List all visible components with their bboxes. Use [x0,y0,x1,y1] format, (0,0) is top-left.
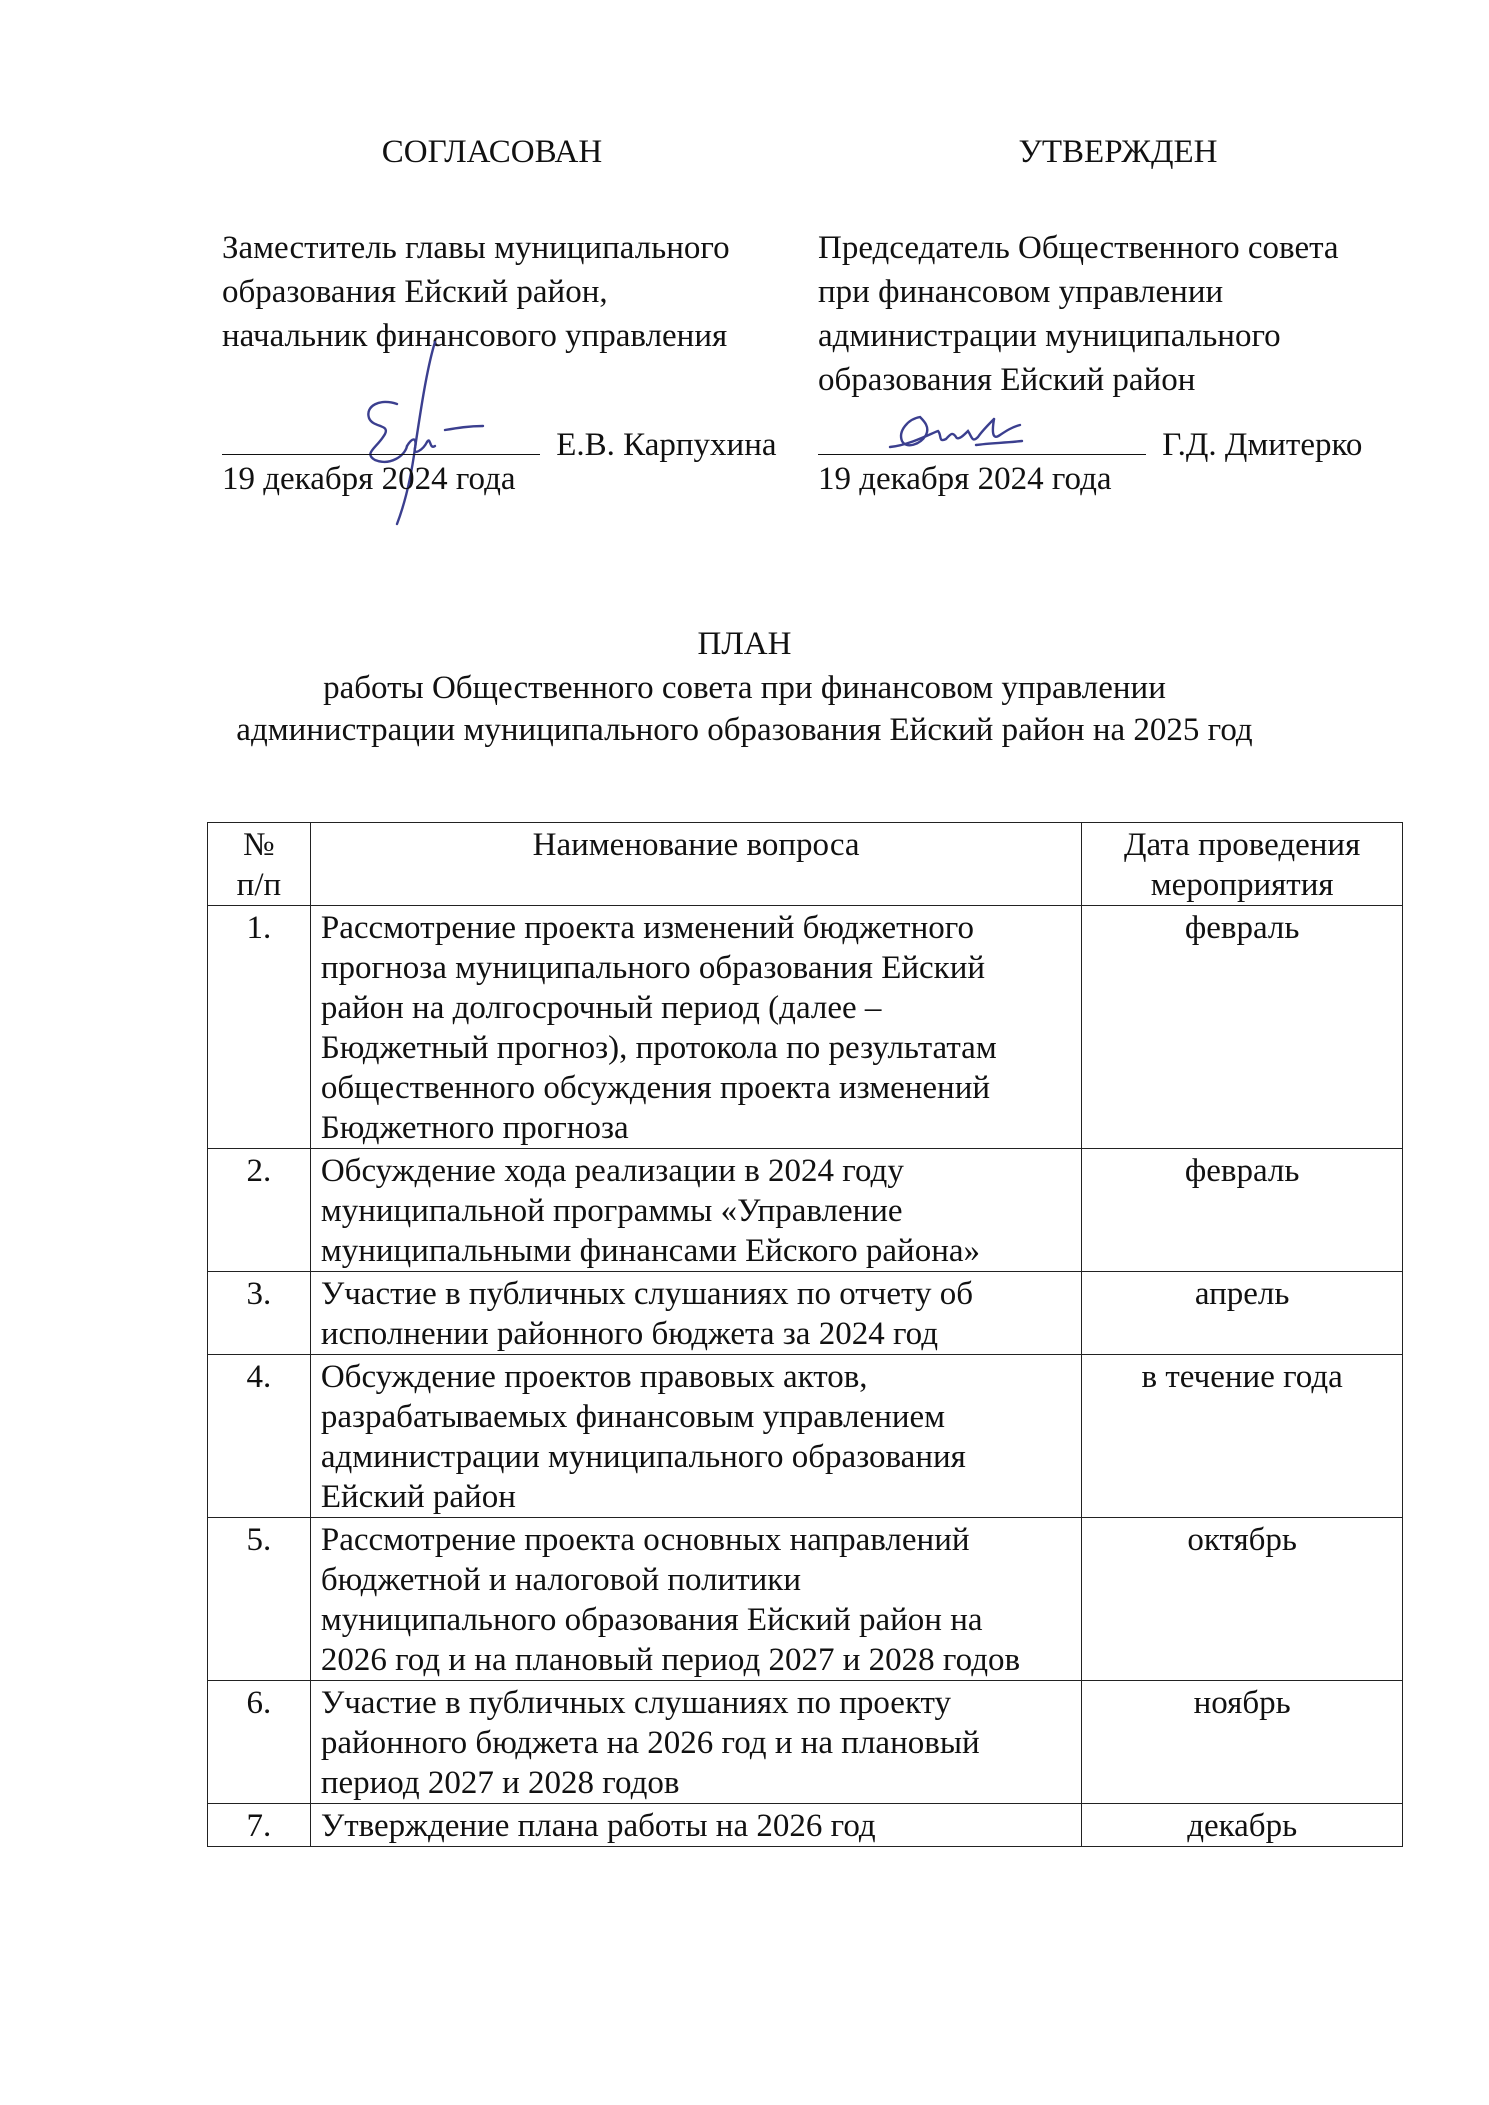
row-name [310,1149,1082,1272]
role-line: администрации муниципального [818,318,1281,354]
approval-date-agreed: 19 декабря 2024 года [222,461,516,497]
row-name-line: муниципальной программы «Управление [320,1193,903,1229]
row-num: 1. [208,906,311,1149]
row-num: 3. [208,1272,311,1355]
table-row [208,1272,1403,1355]
row-num: 4. [208,1355,311,1518]
table-row [208,906,1403,1149]
row-name [310,1518,1082,1681]
role-line: Заместитель главы муниципального [222,230,730,266]
row-num: 5. [208,1518,311,1681]
table-row [208,1518,1403,1681]
row-name-line: муниципальными финансами Ейского района» [320,1233,981,1269]
row-name-line: 2026 год и на плановый период 2027 и 2028 годов [320,1642,1021,1678]
approver-role-agreed [222,226,782,358]
header-name: Наименование вопроса [310,823,1082,906]
row-name-line: Бюджетный прогноз), протокола по результатам [320,1030,997,1066]
role-line: образования Ейский район [818,362,1196,398]
row-name-line: Рассмотрение проекта изменений бюджетного [320,910,974,946]
plan-subtitle-line: работы Общественного совета при финансовом управлении [323,670,1166,706]
row-date: февраль [1082,906,1403,1149]
role-line: Председатель Общественного совета [818,230,1339,266]
row-name-line: прогноза муниципального образования Ейский [320,950,986,986]
header-date [1082,823,1403,906]
header-date-line: Дата проведения [1124,827,1361,863]
row-name-line: общественного обсуждения проекта изменений [320,1070,991,1106]
approval-block-approved [818,130,1378,402]
role-line: образования Ейский район, [222,274,608,310]
role-line: начальник финансового управления [222,318,728,354]
table-row [208,1355,1403,1518]
approver-name-approved: Г.Д. Дмитерко [1162,427,1363,463]
row-name-line: разрабатываемых финансовым управлением [320,1399,946,1435]
signature-line-agreed [222,418,777,464]
row-name-line: Утверждение плана работы на 2026 год [320,1808,876,1844]
signature-line-approved [818,418,1362,464]
table-header-row [208,823,1403,906]
approval-date-approved: 19 декабря 2024 года [818,461,1112,497]
row-name-line: Ейский район [320,1479,516,1515]
row-name [310,906,1082,1149]
row-name-line: район на долгосрочный период (далее – [320,990,882,1026]
table-row [208,1681,1403,1804]
plan-title: ПЛАН [697,626,792,662]
row-name [310,1272,1082,1355]
row-date: ноябрь [1082,1681,1403,1804]
row-date: февраль [1082,1149,1403,1272]
row-name-line: бюджетной и налоговой политики [320,1562,801,1598]
row-date: в течение года [1082,1355,1403,1518]
row-date: декабрь [1082,1804,1403,1847]
header-num-line: № [243,827,275,863]
header-date-line: мероприятия [1150,867,1334,903]
header-num-line: п/п [236,867,282,903]
row-name-line: Рассмотрение проекта основных направлений [320,1522,970,1558]
row-name-line: администрации муниципального образования [320,1439,966,1475]
plan-subtitle-line: администрации муниципального образования Ейский район на 2025 год [236,712,1253,748]
row-name-line: период 2027 и 2028 годов [320,1765,680,1801]
approver-role-approved [818,226,1378,402]
row-num: 7. [208,1804,311,1847]
table-row [208,1804,1403,1847]
approval-block-agreed [222,130,782,358]
row-num: 2. [208,1149,311,1272]
row-name [310,1804,1082,1847]
row-name-line: Обсуждение проектов правовых актов, [320,1359,868,1395]
row-name-line: муниципального образования Ейский район на [320,1602,983,1638]
row-date: октябрь [1082,1518,1403,1681]
role-line: при финансовом управлении [818,274,1224,310]
approval-heading-agreed: СОГЛАСОВАН [381,134,603,170]
table-row [208,1149,1403,1272]
plan-table [207,822,1403,1847]
row-name-line: Обсуждение хода реализации в 2024 году [320,1153,904,1189]
row-name-line: Бюджетного прогноза [320,1110,629,1146]
row-name-line: Участие в публичных слушаниях по отчету об [320,1276,973,1312]
approval-heading-approved: УТВЕРЖДЕН [1018,134,1218,170]
row-name [310,1681,1082,1804]
row-name-line: районного бюджета на 2026 год и на плановый [320,1725,980,1761]
row-name-line: исполнении районного бюджета за 2024 год [320,1316,938,1352]
row-num: 6. [208,1681,311,1804]
row-name [310,1355,1082,1518]
approver-name-agreed: Е.В. Карпухина [556,427,777,463]
header-num [208,823,311,906]
row-name-line: Участие в публичных слушаниях по проекту [320,1685,952,1721]
row-date: апрель [1082,1272,1403,1355]
